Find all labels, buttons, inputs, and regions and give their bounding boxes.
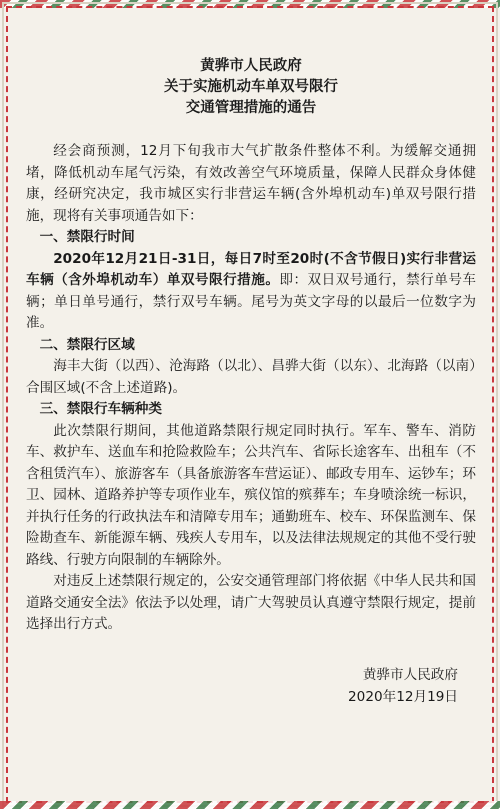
bottom-decorative-stripe [0,801,500,809]
signature-block [26,664,476,708]
section-2-paragraph: 海丰大街（以西）、沧海路（以北）、昌骅大街（以东）、北海路（以南）合围区域(不含上述道路)。 [26,358,476,396]
section-1-bold-text: 2020年12月21日-31日，每日7时至20时(不含节假日)实行非营运车辆（含外埠机动车）单双号限行措施。 [26,250,476,288]
section-3-heading: 三、禁限行车辆种类 [39,401,162,417]
title-line-2: 关于实施机动车单双号限行 [164,79,338,95]
section-1-paragraph [26,249,476,335]
section-1-heading: 一、禁限行时间 [39,229,135,245]
section-1-text: 即：双日双号通行，禁行单号车辆；单日单号通行，禁行双号车辆。尾号为英文字母的以最后一位数字为准。 [26,272,477,331]
signature-org: 黄骅市人民政府 [362,666,458,683]
signature-date: 2020年12月19日 [348,688,458,705]
section-2-heading: 二、禁限行区域 [39,336,135,353]
closing-paragraph: 对违反上述禁限行规定的，公安交通管理部门将依据《中华人民共和国道路交通安全法》依法予以处理，请广大驾驶员认真遵守禁限行规定，提前选择出行方式。 [26,573,476,632]
title-issuer: 黄骅市人民政府 [200,58,302,74]
notice-content [26,56,476,708]
intro-paragraph: 经会商预测，12月下旬我市大气扩散条件整体不利。为缓解交通拥堵，降低机动车尾气污染，有效改善空气环境质量，保障人民群众身体健康，经研究决定，我市城区实行非营运车辆(含外埠机动车)单双号限行措施，现将有关事项通告如下： [26,143,476,224]
top-decorative-stripe [0,0,500,8]
notice-title [26,56,476,119]
section-3-paragraph: 此次禁限行期间，其他道路禁限行规定同时执行。军车、警车、消防车、救护车、送血车和抢险救险车；公共汽车、省际长途客车、出租车（不含租赁汽车）、旅游客车（具备旅游客车营运证）、邮政专用车、运钞车；环卫、园林、道路养护等专项作业车，殡仪馆的殡葬车；车身喷涂统一标识，并执行任务的行政执法车和清障专用车；通勤班车、校车、环保监测车、保险勘查车、新能源车辆、残疾人专用车，以及法律法规规定的其他不受行驶路线、行驶方向限制的车辆除外。 [26,422,476,568]
title-line-3: 交通管理措施的通告 [185,100,317,116]
